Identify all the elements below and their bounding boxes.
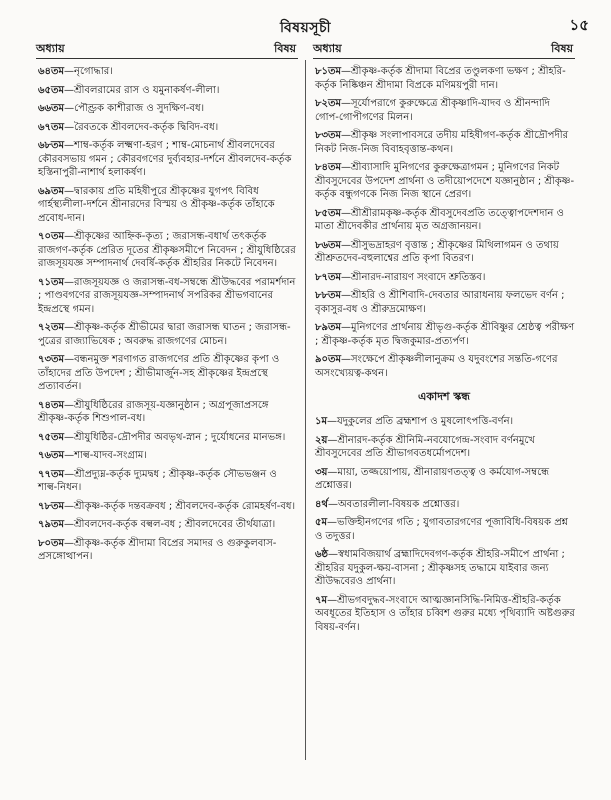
chapter-number: ৭ম xyxy=(315,594,328,606)
toc-entry xyxy=(36,399,298,426)
chapter-number: ৭২তম xyxy=(38,322,65,333)
chapter-number: ৯০তম xyxy=(315,354,342,365)
chapter-subject: —শ্রীকৃষ্ণ-কর্তৃক শ্রীভীমের দ্বারা জরাসন্ধ ঘাতন ; জরাসন্ধ-পুত্রের রাজ্যাভিষেক ; অবরুদ্ধ রাজগণের মোচন। xyxy=(38,322,291,347)
toc-entry xyxy=(313,239,575,266)
toc-entry xyxy=(313,65,575,92)
chapter-number: ৪র্থ xyxy=(315,498,328,510)
toc-entry xyxy=(313,466,575,493)
chapter-subject: —শ্রীনারদ-কর্তৃক শ্রীনিমি-নবযোগেন্দ্র-সংবাদ বর্ণনমুখে শ্রীবসুদেবের প্রতি শ্রীভাগবতধর্মোপদেশ। xyxy=(315,434,535,459)
chapter-number: ৭৭তম xyxy=(38,468,65,480)
chapter-number: ৬৫তম xyxy=(38,84,65,96)
chapter-subject: —ভক্তিহীনগণের গতি ; যুগাবতারগণের পূজাবিধি-বিষয়ক প্রশ্ন ও তদুত্তর। xyxy=(315,517,568,542)
chapter-number: ৬ষ্ঠ xyxy=(315,549,329,560)
chapter-subject: —শ্রীসুভদ্রাহরণ বৃত্তান্ত ; শ্রীকৃষ্ণের মিথিলাগমন ও তথায় শ্রীশ্রুতদেব-বহুলাশ্বের প্রতি কৃপা বিতরণ। xyxy=(315,239,559,264)
chapter-subject: —শ্রীকৃষ্ণের আহ্নিক-কৃত্য ; জরাসন্ধ-বধার্থ তৎকর্তৃক রাজগণ-কর্তৃক প্রেরিত দূতের শ্রীকৃষ্ণসমীপে নিবেদন ; শ্রীযুধিষ্ঠিরের রাজসূয়যজ্ঞ সম্পাদনার্থ দেবর্ষি-কর্তৃক শ্রীহরির নিকটে নিবেদন। xyxy=(38,231,296,269)
chapter-number: ৭১তম xyxy=(38,276,65,288)
chapter-subject: —রৈবতকে শ্রীবলদেব-কর্তৃক দ্বিবিদ-বধ। xyxy=(64,121,219,133)
toc-entry xyxy=(313,207,575,234)
chapter-subject: —নৃগোদ্ধার। xyxy=(64,66,113,77)
toc-entry xyxy=(313,321,575,348)
toc-entry xyxy=(313,353,575,380)
chapter-subject: —শাল্ব-যাদব-সংগ্রাম। xyxy=(64,450,147,461)
toc-entry xyxy=(36,468,298,495)
chapter-subject: —বন্ধনমুক্ত শরণাগত রাজগণের প্রতি শ্রীকৃষ্ণের কৃপা ও তাঁহাদের প্রতি উপদেশ ; শ্রীভীমার্জুন-সহ শ্রীকৃষ্ণের ইন্দ্রপ্রস্থে প্রত্যাবর্তন। xyxy=(38,354,280,392)
chapter-subject: —অবতারলীলা-বিষয়ক প্রশ্নোত্তর। xyxy=(327,498,460,510)
chapter-number: ৮৬তম xyxy=(315,239,342,251)
chapter-number: ৫ম xyxy=(315,517,328,528)
chapter-number: ৮৪তম xyxy=(315,162,342,173)
right-entry-list xyxy=(313,65,575,380)
chapter-subject: —সূর্যোপরাগে কুরুক্ষেত্রে শ্রীকৃষ্ণাদি-যাদব ও শ্রীনন্দাদি গোপ-গোপীগণের মিলন। xyxy=(315,98,550,123)
toc-entry xyxy=(36,185,298,226)
chapter-subject: —শ্রীনারদ-নারায়ণ সংবাদে শ্রুতিস্তব। xyxy=(341,271,486,283)
left-column xyxy=(36,40,298,569)
chapter-subject: —পৌণ্ড্রক কাশীরাজ ও সুদক্ষিণ-বধ। xyxy=(64,103,205,114)
chapter-subject: —শ্রীভগবদুদ্ধব-সংবাদে আত্মজ্ঞানসিদ্ধি-নিমিত্ত-শ্রীহরি-কর্তৃক অবধূতের ইতিহাস ও তাঁহার চব্বিশ গুরুর মধ্যে পৃথিব্যাদি অষ্টগুরুর বিষয়-বর্ণন। xyxy=(315,594,575,633)
chapter-number: ৬৮তম xyxy=(38,140,65,151)
chapter-subject: —মায়া, তজ্জয়োপায়, শ্রীনারায়ণতত্ত্ব ও কর্মযোগ-সম্বন্ধে প্রশ্নোত্তর। xyxy=(315,466,550,491)
toc-entry xyxy=(313,548,575,589)
chapter-subject: —শ্রীকৃষ্ণ-কর্তৃক শ্রীদামা বিপ্রের তণ্ডুলকণা ভক্ষণ ; শ্রীহরি-কর্তৃক নিষ্কিঞ্চন শ্রীদামা বিপ্রকে মণিময়পুরী দান। xyxy=(315,66,566,91)
chapter-subject: —শ্রীশ্রীরামকৃষ্ণ-কর্তৃক শ্রীবসুদেবপ্রতি তত্ত্বোপদেশদান ও মাতা শ্রীদেবকীর প্রার্থনায় মৃত অগ্রজানয়ন। xyxy=(315,207,564,232)
chapter-number: ৬৭তম xyxy=(38,121,65,133)
chapter-subject: —দ্বারকায় প্রতি মহিষীপুরে শ্রীকৃষ্ণের যুগপৎ বিবিধ গার্হস্থ্যলীলা-দর্শনে শ্রীনারদের বিস্ময় ও শ্রীকৃষ্ণ-কর্তৃক তাঁহাকে প্রবোধ-দান। xyxy=(38,185,275,224)
chapter-number: ৬৯তম xyxy=(38,185,65,197)
toc-entry xyxy=(36,230,298,271)
chapter-number: ৬৪তম xyxy=(38,66,65,77)
toc-entry xyxy=(36,537,298,564)
section-title: একাদশ স্কন্ধ xyxy=(417,390,470,403)
chapter-label: অধ্যায় xyxy=(313,42,342,55)
page-number: ১৫ xyxy=(569,16,589,34)
toc-entry xyxy=(36,449,298,463)
chapter-subject: —শ্রীকৃষ্ণ সংলাপাবসরে তদীয় মহিষীগণ-কর্তৃক শ্রীদ্রৌপদীর নিকট নিজ-নিজ বিবাহবৃত্তান্ত-কথন। xyxy=(315,130,569,155)
chapter-subject: —শ্রীব্যাসাদি মুনিগণের কুরুক্ষেত্রাগমন ; মুনিগণের নিকট শ্রীবসুদেবের উপদেশ প্রার্থনা ও তদীয়োপদেশে যজ্ঞানুষ্ঠান ; শ্রীকৃষ্ণ-কর্তৃক বন্ধুগণকে নিজ নিজ স্থানে প্রেরণ। xyxy=(315,162,575,200)
chapter-number: ৮৭তম xyxy=(315,271,342,283)
chapter-number: ২য় xyxy=(315,434,328,446)
toc-entry xyxy=(36,121,298,135)
toc-entry xyxy=(313,415,575,429)
chapter-subject: —শ্রীহরি ও শ্রীশিবাদি-দেবতার আরাধনায় ফলভেদ বর্ণন ; বৃকাসুর-বধ ও শ্রীরুদ্রমোক্ষণ। xyxy=(315,290,565,315)
toc-entry xyxy=(313,498,575,512)
toc-entry xyxy=(36,431,298,445)
chapter-number: ৭৩তম xyxy=(38,354,65,365)
toc-entry xyxy=(313,434,575,461)
chapter-subject: —স্বধামবিজয়ার্থ ব্রহ্মাদিদেবগণ-কর্তৃক শ্রীহরি-সমীপে প্রার্থনা ; শ্রীহরির যদুকুল-ক্ষয়-বাসনা ; শ্রীকৃষ্ণসহ তদ্ধামে যাইবার জন্য শ্রীউদ্ধবেরও প্রার্থনা। xyxy=(315,549,565,587)
toc-entry xyxy=(313,97,575,124)
toc-entry xyxy=(36,500,298,514)
section-entry-list xyxy=(313,415,575,634)
toc-entry xyxy=(36,84,298,98)
chapter-number: ৮৫তম xyxy=(315,207,342,219)
toc-entry xyxy=(36,353,298,394)
toc-entry xyxy=(36,321,298,348)
chapter-subject: —শ্রীযুধিষ্ঠিরের রাজসূয়-যজ্ঞানুষ্ঠান ; অগ্রপূজাপ্রসঙ্গে শ্রীকৃষ্ণ-কর্তৃক শিশুপাল-বধ। xyxy=(38,399,269,424)
toc-entry xyxy=(36,65,298,79)
chapter-subject: —শ্রীবলদেব-কর্তৃক বল্বল-বধ ; শ্রীবলদেবের তীর্থযাত্রা। xyxy=(64,519,276,530)
chapter-number: ৭৫তম xyxy=(38,431,65,443)
toc-entry xyxy=(36,518,298,532)
chapter-number: ৮২তম xyxy=(315,98,342,109)
chapter-number: ৩য় xyxy=(315,466,328,478)
chapter-subject: —শ্রীপ্রদ্যুম্ন-কর্তৃক দ্যুমদ্বধ ; শ্রীকৃষ্ণ-কর্তৃক সৌভভঞ্জন ও শাল্ব-নিধন। xyxy=(38,468,277,493)
toc-entry xyxy=(36,276,298,317)
toc-entry xyxy=(313,289,575,316)
chapter-number: ৭৪তম xyxy=(38,399,65,411)
subject-label: বিষয় xyxy=(274,42,296,55)
right-column-header xyxy=(313,40,575,59)
chapter-number: ৭০তম xyxy=(38,231,65,242)
chapter-number: ৭৮তম xyxy=(38,500,65,512)
chapter-number: ৮৮তম xyxy=(315,290,342,301)
chapter-subject: —শাম্ব-কর্তৃক লক্ষ্মণা-হরণ ; শাম্ব-মোচনার্থ শ্রীবলদেবের কৌরবসভায় গমন ; কৌরবগণের দুর্ব্যবহার-দর্শনে শ্রীবলদেব-কর্তৃক হস্তিনাপুরী-নাশার্থ হলাকর্ষণ। xyxy=(38,140,292,178)
chapter-number: ৭৬তম xyxy=(38,450,65,461)
left-column-header xyxy=(36,40,298,59)
subject-label: বিষয় xyxy=(551,42,573,55)
chapter-number: ৮৯তম xyxy=(315,322,342,333)
chapter-subject: —শ্রীকৃষ্ণ-কর্তৃক শ্রীদামা বিপ্রের সমাদর ও গুরুকুলবাস-প্রসঙ্গোত্থাপন। xyxy=(38,537,277,562)
left-entry-list xyxy=(36,65,298,564)
chapter-subject: —সংক্ষেপে শ্রীকৃষ্ণলীলানুক্রম ও যদুবংশের সন্ততি-গণের অসংখ্যেয়ত্ব-কথন। xyxy=(315,354,558,379)
column-divider xyxy=(305,60,306,760)
chapter-number: ৭৯তম xyxy=(38,519,65,530)
page-title: বিষয়সূচী xyxy=(279,20,332,36)
toc-entry xyxy=(313,516,575,543)
chapter-subject: —শ্রীকৃষ্ণ-কর্তৃক দন্তবক্রবধ ; শ্রীবলদেব-কর্তৃক রোমহর্ষণ-বধ। xyxy=(64,500,296,512)
toc-entry xyxy=(36,139,298,180)
chapter-number: ৬৬তম xyxy=(38,103,65,114)
toc-entry xyxy=(313,161,575,202)
chapter-number: ৮০তম xyxy=(38,537,65,549)
chapter-label: অধ্যায় xyxy=(36,42,65,55)
chapter-subject: —শ্রীবলরামের রাস ও যমুনাকর্ষণ-লীলা। xyxy=(64,84,220,96)
toc-entry xyxy=(313,594,575,635)
chapter-number: ১ম xyxy=(315,416,328,427)
chapter-subject: —যদুকুলের প্রতি ব্রহ্মশাপ ও মুষলোৎপত্তি-বর্ণন। xyxy=(327,416,514,427)
toc-entry xyxy=(313,271,575,285)
chapter-subject: —মুনিগণের প্রার্থনায় শ্রীভৃগু-কর্তৃক শ্রীবিষ্ণুর শ্রেষ্ঠত্ব পরীক্ষণ ; শ্রীকৃষ্ণ-কর্তৃক মৃত দ্বিজকুমার-প্রত্যর্পণ। xyxy=(315,322,575,347)
toc-entry xyxy=(313,129,575,156)
chapter-subject: —শ্রীযুধিষ্ঠির-দ্রৌপদীর অবভৃথ-স্নান ; দুর্যোধনের মানভঙ্গ। xyxy=(64,431,286,443)
right-column xyxy=(313,40,575,639)
chapter-number: ৮১তম xyxy=(315,66,342,77)
toc-entry xyxy=(36,102,298,116)
chapter-number: ৮৩তম xyxy=(315,130,342,141)
chapter-subject: —রাজসূয়যজ্ঞ ও জরাসন্ধ-বধ-সম্বন্ধে শ্রীউদ্ধবের পরামর্শদান ; পাণ্ডবগণের রাজসূয়যজ্ঞ-সম্পাদনার্থ সপরিকর শ্রীভগবানের ইন্দ্রপ্রস্থে গমন। xyxy=(38,276,296,315)
